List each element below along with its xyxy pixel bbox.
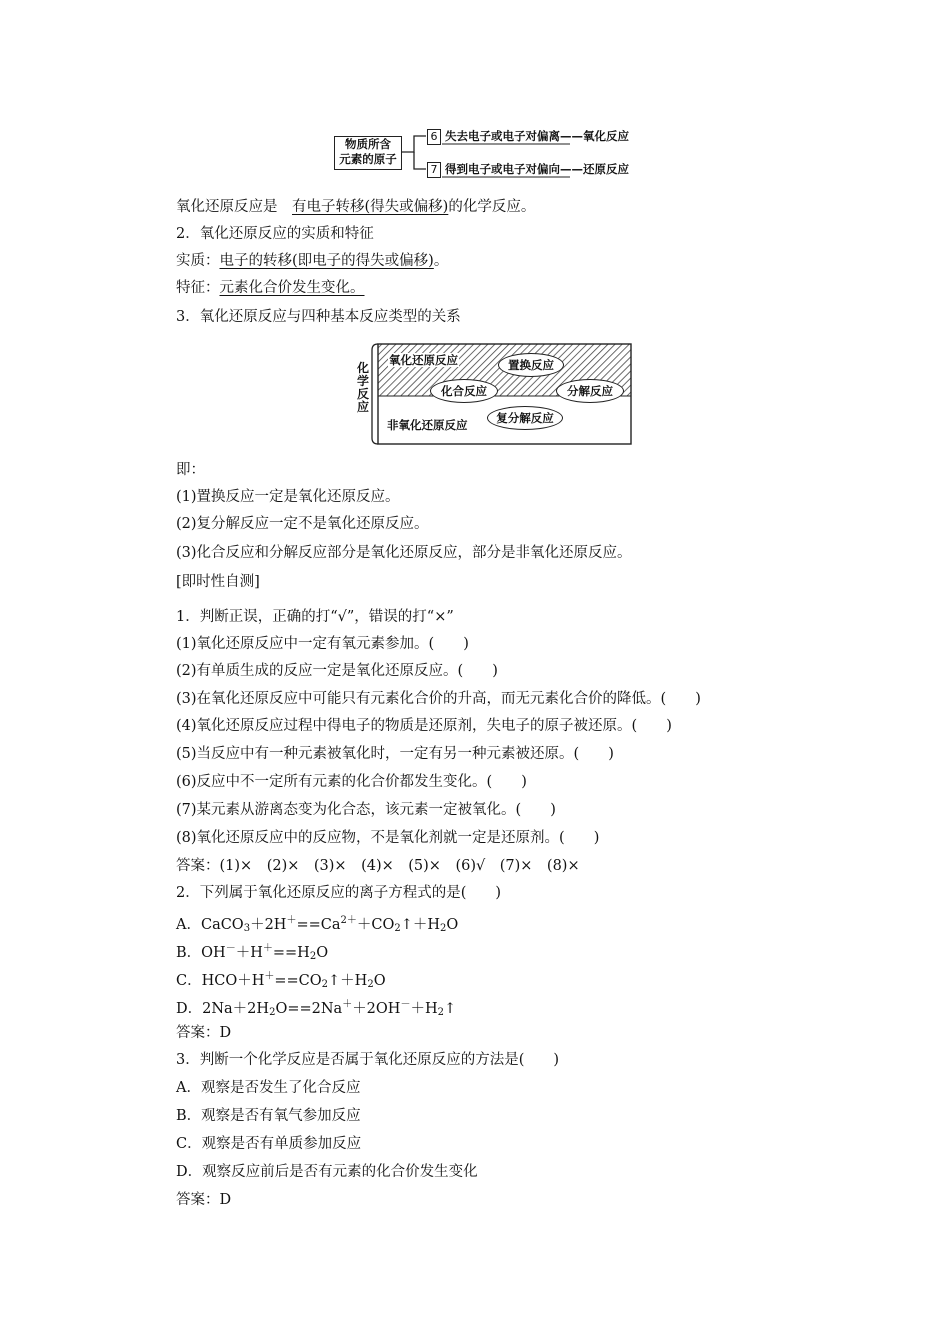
q1-item: (4)氧化还原反应过程中得电子的物质是还原剂，失电子的原子被还原。( ) [176,718,672,734]
q2-answer: 答案：D [176,1025,232,1041]
oval-combination: 化合反应 [430,379,498,403]
electron-transfer-diagram [330,124,660,180]
conclusion-item: (2)复分解反应一定不是氧化还原反应。 [176,516,429,532]
branch-number-6: 6 [427,129,441,145]
essence-line: 实质：电子的转移(即电子的得失或偏移)。 [176,253,449,269]
q2-option-a: A．$CaCO_3+2H^+==Ca^{2+}+CO_2↑+H_2O$ [176,915,459,934]
essence-answer: 电子的转移(即电子的得失或偏移) [219,253,434,269]
redox-region-label: 氧化还原反应 [389,353,458,367]
q3-answer: 答案：D [176,1192,232,1208]
q1-item: (1)氧化还原反应中一定有氧元素参加。( ) [176,636,469,652]
conclusion-item: (3)化合反应和分解反应部分是氧化还原反应，部分是非氧化还原反应。 [176,545,632,561]
nonredox-region-label: 非氧化还原反应 [387,418,468,432]
atom-box-line-2: 元素的原子 [339,152,397,166]
q1-answer: 答案：(1)× (2)× (3)× (4)× (5)× (6)√ (7)× (8)× [176,858,580,874]
oval-displacement: 置换反应 [498,353,564,377]
reduction-branch-text: 得到电子或电子对偏向——还原反应 [445,162,629,176]
feature-answer: 元素化合价发生变化。 [219,280,365,296]
atom-box-line-1: 物质所含 [345,137,391,151]
oval-decomposition: 分解反应 [556,379,624,403]
q3-option: C．观察是否有单质参加反应 [176,1136,362,1152]
oxidation-branch-text: 失去电子或电子对偏离——氧化反应 [445,129,629,143]
branch-number-7: 7 [427,162,441,178]
definition-answer: 有电子转移(得失或偏移) [292,199,449,215]
definition-line: 氧化还原反应是 有电子转移(得失或偏移)的化学反应。 [176,199,536,215]
q2-option-c: C．$HCO+H^+==CO_2↑+H_2O$ [176,971,386,990]
conclusion-intro: 即： [176,462,205,478]
q1-item: (6)反应中不一定所有元素的化合价都发生变化。( ) [176,774,527,790]
q1-item: (5)当反应中有一种元素被氧化时，一定有另一种元素被还原。( ) [176,746,614,762]
q3-option: D．观察反应前后是否有元素的化合价发生变化 [176,1164,478,1180]
q1-stem: 1．判断正误，正确的打“√”，错误的打“×” [176,609,454,625]
section2-heading: 2．氧化还原反应的实质和特征 [176,226,374,242]
q2-stem: 2．下列属于氧化还原反应的离子方程式的是( ) [176,885,502,901]
conclusion-item: (1)置换反应一定是氧化还原反应。 [176,489,400,505]
q3-stem: 3．判断一个化学反应是否属于氧化还原反应的方法是( ) [176,1052,560,1068]
self-test-title: [即时性自测] [176,574,260,590]
q1-item: (3)在氧化还原反应中可能只有元素化合价的升高，而无元素化合价的降低。( ) [176,691,701,707]
q3-option: A．观察是否发生了化合反应 [176,1080,361,1096]
q3-option: B．观察是否有氧气参加反应 [176,1108,361,1124]
q2-option-d: D．$2Na+2H_2O==2Na^++2OH^-+H_2↑$ [176,999,457,1018]
q2-option-b: B．$OH^-+H^+==H_2O$ [176,943,329,962]
feature-line: 特征：元素化合价发生变化。 [176,280,365,296]
q1-item: (2)有单质生成的反应一定是氧化还原反应。( ) [176,663,498,679]
oval-double-decomposition: 复分解反应 [487,406,563,430]
chemical-reaction-label: 化 学 反 应 [356,361,369,414]
q1-item: (7)某元素从游离态变为化合态，该元素一定被氧化。( ) [176,802,556,818]
section3-heading: 3．氧化还原反应与四种基本反应类型的关系 [176,309,461,325]
q1-item: (8)氧化还原反应中的反应物，不是氧化剂就一定是还原剂。( ) [176,830,600,846]
reaction-types-diagram [350,340,635,448]
